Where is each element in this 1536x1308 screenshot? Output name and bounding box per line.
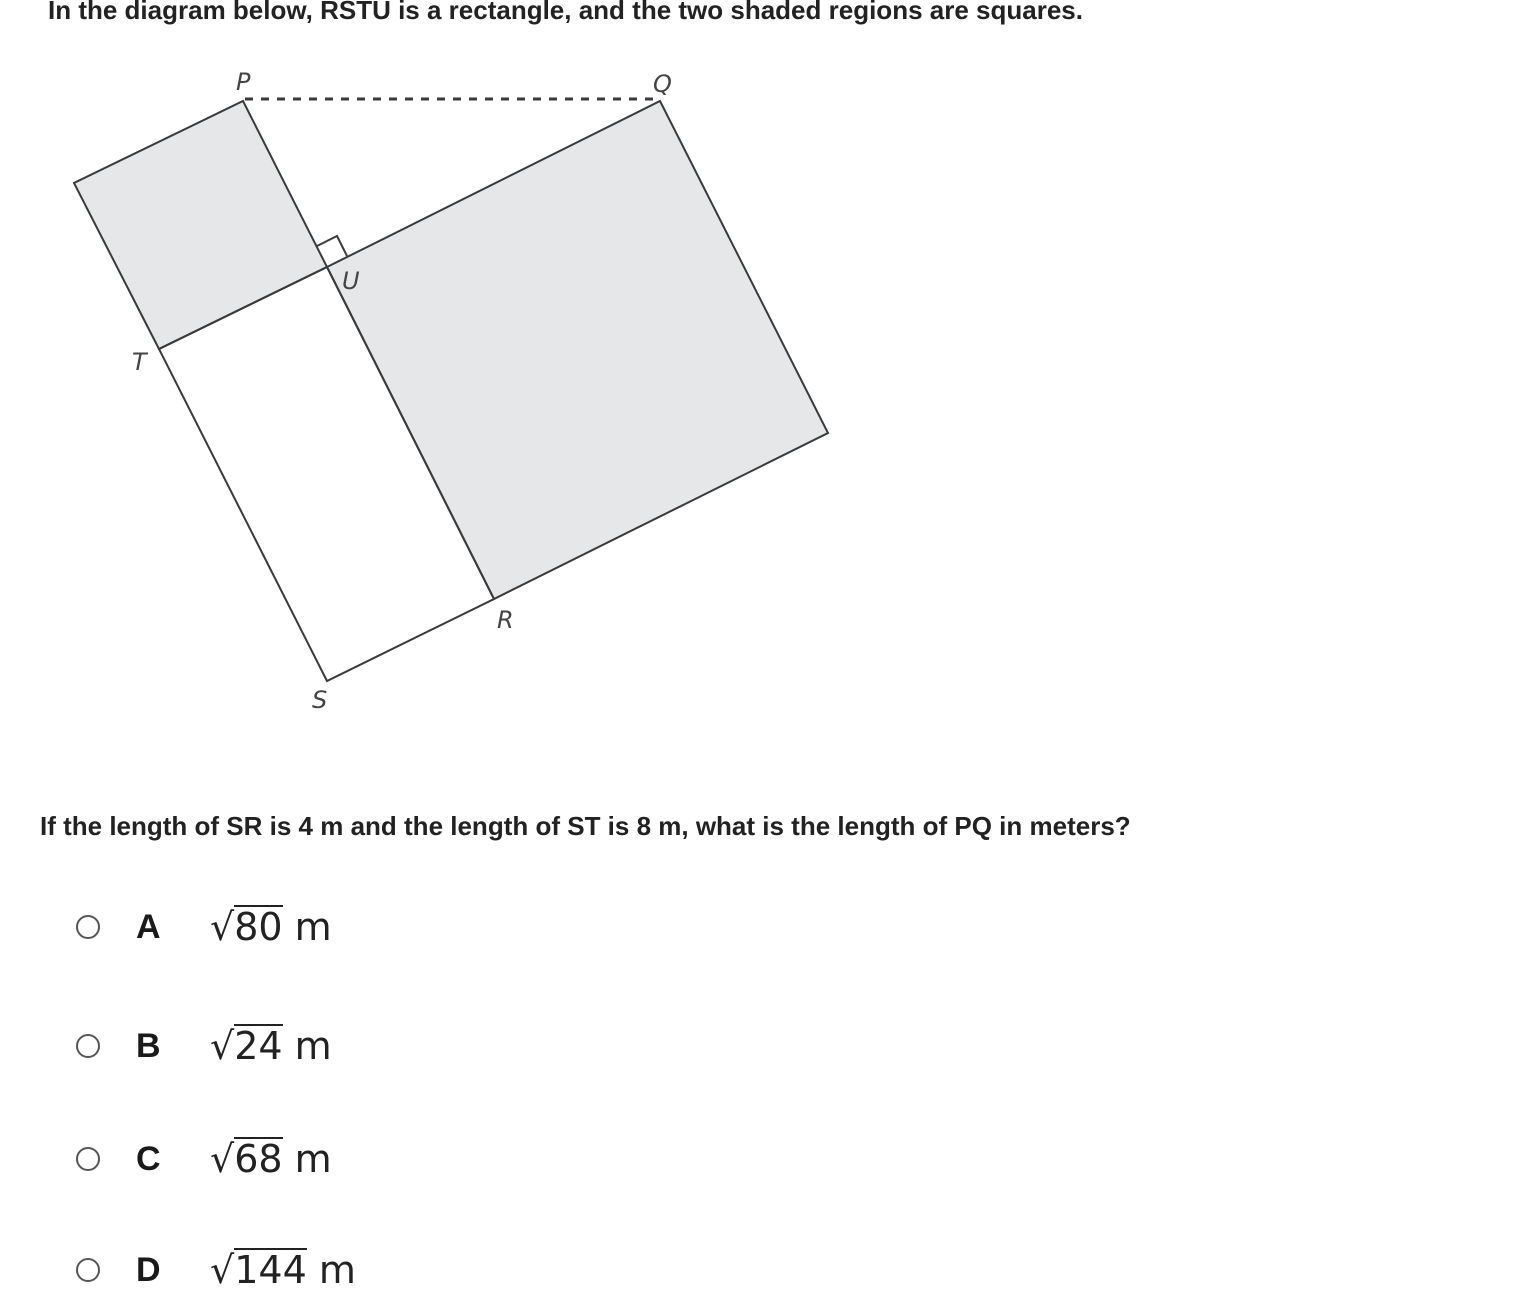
choice-letter-d: D — [136, 1251, 161, 1289]
choice-radicand-d: 144 — [234, 1248, 307, 1292]
choice-radicand-a: 80 — [234, 905, 283, 949]
choice-answer-a — [210, 903, 332, 951]
choice-unit-b: m — [294, 1024, 332, 1068]
choice-answer-c — [210, 1135, 332, 1183]
choice-a[interactable] — [60, 893, 520, 963]
choice-letter-a: A — [136, 908, 161, 946]
choice-unit-d: m — [318, 1248, 356, 1292]
label-p: P — [236, 68, 251, 96]
choice-d[interactable] — [60, 1236, 520, 1306]
choice-b[interactable] — [60, 1012, 520, 1082]
choice-answer-d — [210, 1246, 356, 1294]
radio-c[interactable] — [76, 1147, 100, 1171]
choice-radicand-c: 68 — [234, 1137, 283, 1181]
choice-c[interactable] — [60, 1125, 520, 1195]
label-u: U — [342, 267, 360, 295]
choice-letter-c: C — [136, 1140, 161, 1178]
small-square — [74, 101, 327, 349]
radio-b[interactable] — [76, 1034, 100, 1058]
choice-radicand-b: 24 — [234, 1024, 283, 1068]
sqrt-icon: √ — [210, 1024, 235, 1068]
label-t: T — [132, 348, 147, 376]
geometry-diagram — [0, 0, 900, 730]
large-square — [327, 101, 828, 599]
label-q: Q — [653, 70, 672, 98]
sqrt-icon: √ — [210, 1248, 235, 1292]
radio-a[interactable] — [76, 915, 100, 939]
choice-letter-b: B — [136, 1027, 161, 1065]
choice-answer-b — [210, 1022, 332, 1070]
choice-unit-c: m — [294, 1137, 332, 1181]
sqrt-icon: √ — [210, 1137, 235, 1181]
radio-d[interactable] — [76, 1258, 100, 1282]
sqrt-icon: √ — [210, 905, 235, 949]
choice-unit-a: m — [294, 905, 332, 949]
label-r: R — [497, 606, 514, 634]
question-text: If the length of SR is 4 m and the length of ST is 8 m, what is the length of PQ in meters? — [40, 811, 1131, 841]
right-angle-marker — [317, 236, 347, 256]
label-s: S — [312, 686, 328, 714]
intro-text: In the diagram below, RSTU is a rectangle, and the two shaded regions are squares. — [48, 0, 1083, 25]
